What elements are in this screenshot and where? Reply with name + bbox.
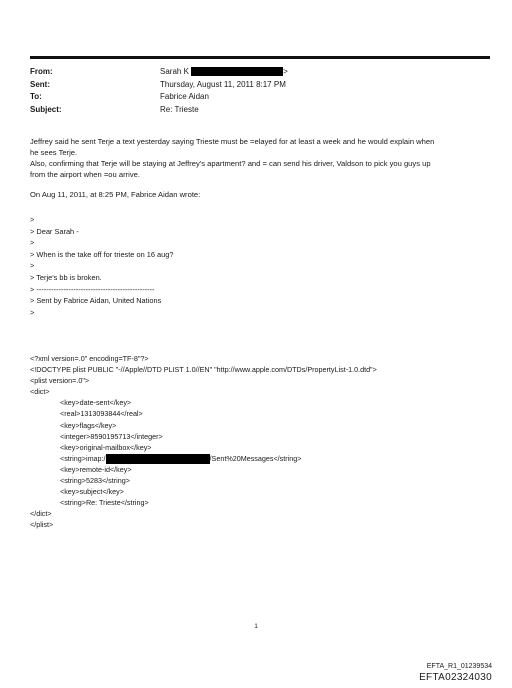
xml-line: <!DOCTYPE plist PUBLIC "-//Apple//DTD PLIST 1.0//EN" "http://www.apple.com/DTDs/PropertyList-1.0.dtd">: [30, 365, 377, 375]
subject-value: Re: Trieste: [160, 104, 199, 114]
sent-row: [30, 79, 490, 92]
xml-line: <key>subject</key>: [60, 487, 124, 497]
xml-line: <key>remote-id</key>: [60, 464, 132, 474]
redaction-block: [106, 454, 210, 464]
xml-line: <string>5283</string>: [60, 476, 130, 486]
subject-label: Subject:: [30, 104, 62, 114]
quote-line: >: [30, 238, 35, 248]
body-line: he sees Terje.: [30, 148, 78, 157]
to-row: [30, 91, 490, 104]
quote-line: >: [30, 307, 35, 317]
xml-line: <key>date-sent</key>: [60, 398, 132, 408]
xml-line: <plist version=.0">: [30, 376, 90, 386]
xml-line: <real>1313093844</real>: [60, 409, 143, 419]
quote-line: > Dear Sarah -: [30, 226, 79, 236]
quote-line: > Sent by Fabrice Aidan, United Nations: [30, 296, 162, 306]
xml-line: <string>imap:/ /Sent%20Messages</string>: [60, 453, 302, 463]
from-row: From: Sarah K >: [30, 66, 490, 79]
sent-label: Sent:: [30, 79, 50, 89]
email-header: [30, 66, 490, 116]
body-line: from the airport when =ou arrive.: [30, 170, 140, 179]
body-line: Jeffrey said he sent Terje a text yesterday saying Trieste must be =elayed for at least a week and he would explain when: [30, 137, 435, 146]
xml-line: <?xml version=.0" encoding=TF-8"?>: [30, 354, 149, 363]
quote-line: > When is the take off for trieste on 16 aug?: [30, 249, 174, 259]
quote-line: > Terje's bb is broken.: [30, 272, 102, 282]
redaction-block: [191, 67, 283, 76]
email-body: [30, 136, 490, 200]
quoted-message: [30, 214, 490, 318]
bates-number-small: EFTA_R1_01239534: [426, 663, 492, 670]
xml-line: <integer>8590195713</integer>: [60, 431, 163, 441]
subject-row: [30, 104, 490, 117]
to-label: To:: [30, 92, 42, 101]
xml-line: <string>Re: Trieste</string>: [60, 498, 149, 508]
bates-number: EFTA02324030: [419, 672, 492, 683]
quote-line: >: [30, 261, 35, 271]
quote-line: >: [30, 215, 35, 224]
xml-line: </plist>: [30, 520, 54, 530]
plist-block: [30, 353, 500, 531]
from-label: From:: [30, 67, 53, 76]
from-value: Sarah K: [160, 67, 189, 76]
xml-line: <dict>: [30, 387, 50, 397]
xml-line: <key>flags</key>: [60, 420, 117, 430]
to-value: Fabrice Aidan: [160, 92, 209, 101]
xml-line: </dict>: [30, 509, 52, 519]
top-rule: [30, 56, 490, 59]
page-number: 1: [254, 623, 258, 630]
sent-value: Thursday, August 11, 2011 8:17 PM: [160, 79, 286, 89]
quote-line: > ------------------------------------------------: [30, 284, 155, 294]
quote-attribution: On Aug 11, 2011, at 8:25 PM, Fabrice Aidan wrote:: [30, 190, 201, 199]
xml-line: <key>original-mailbox</key>: [60, 442, 152, 452]
body-line: Also, confirming that Terje will be staying at Jeffrey's apartment? and = can send his driver, Valdson to pick you guys up: [30, 159, 431, 168]
